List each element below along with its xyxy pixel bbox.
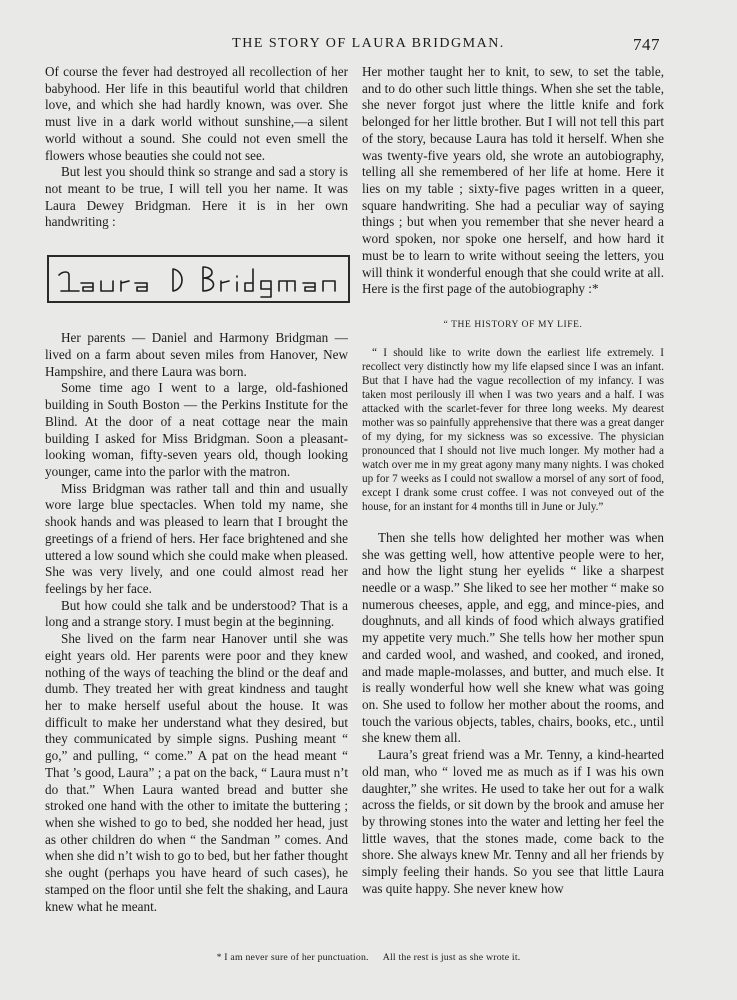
left-paragraph-1: Of course the fever had destroyed all recollection of her babyhood. Her life in this beautiful world that children love, and which she had hardly known, was over. She must live in a dark world without sunshine,—a silent world without a sound. She could not even smell the flowers whose beauties she could not see. — [45, 64, 348, 163]
right-paragraph-3: Laura’s great friend was a Mr. Tenny, a kind-hearted old man, who “ loved me as much as if I was his own daughter,” she writes. He used to take her out for a walk across the fields, or sit down by the brook and amuse her by throwing stones into the water and letting her feel the little waves, that the stones made, come back to the shore. She always knew Mr. Tenny and all her friends by simply feeling their hands. So you see that little Laura was quite happy. She never knew how — [362, 747, 664, 896]
right-paragraph-2: Then she tells how delighted her mother was when she was getting well, how attentive people were to her, and how the light stung her eyelids “ like a sharpest needle or a wasp.” She liked to see her mother “ make so numerous cheeses, apple, and egg, and mince-pies, and doughnuts, and all kinds of food which always gratified my appetite very much.” She tells how her mother spun and carded wool, and washed, and cooked, and ironed, and made maple-molasses, and butter, and much else. It is really wonderful how well she knew what was going on. She used to follow her mother about the rooms, and touch the various objects, tables, chairs, books, etc., until she knew them all. — [362, 529, 664, 746]
footnote-left: * I am never sure of her punctuation. — [216, 952, 369, 963]
signature-box — [47, 255, 350, 303]
quote-paragraph: “ I should like to write down the earliest life extremely. I recollect very distinctly how my life elapsed since I was an infant. But that I have had the vague recollection of my infancy. I was taken most perilously ill when I was two years and a half. I was attacked with the scarlet-fever for three long weeks. My dearest mother was so painfully apprehensive that there was a great danger of my dying, for my sickness was so excessive. The physician pronounced that I should not live much longer. My mother had a watch over me in my great agony many many nights. I was choked up for 7 weeks as I could not swallow a morsel of any sort of food, except I drank some crust coffee. I was not conveyed out of the house, for an instant for 4 months till in June or July.” — [362, 346, 664, 513]
page-number: 747 — [633, 35, 660, 54]
left-column — [45, 64, 348, 915]
right-paragraph-1: Her mother taught her to knit, to sew, to set the table, and to do other such little things. When she set the table, she never forgot just where the little knife and fork belonged for her little brother. But I will not tell this part of the story, because Laura has told it herself. When she was twenty-five years old, she wrote an autobiography, telling all she remembered of her life at home. Here it lies on my table ; sixty-five pages written in a queer, square handwriting. She had a peculiar way of saying things ; but when you remember that she never heard a word spoken, nor spoke one herself, and how hard it must be to learn to write without seeing the letters, you will think it wonderful enough that she could write at all. Here is the first page of the autobiography :* — [362, 64, 664, 297]
left-paragraph-4: Some time ago I went to a large, old-fashioned building in South Boston — the Perkins Institute for the Blind. At the door of a neat cottage near the main building I asked for Miss Bridgman. Soon a pleasant-looking woman, fifty-seven years old, though looking younger, came into the parlor with the matron. — [45, 380, 348, 479]
right-column — [362, 64, 664, 898]
footnote-right: All the rest is just as she wrote it. — [382, 952, 521, 963]
autobiography-quote — [362, 346, 664, 514]
left-paragraph-6: But how could she talk and be understood? That is a long and a strange story. I must begin at the beginning. — [45, 597, 348, 630]
handwritten-signature — [49, 257, 348, 301]
quote-heading: “ THE HISTORY OF MY LIFE. — [443, 320, 583, 331]
left-paragraph-3: Her parents — Daniel and Harmony Bridgman — lived on a farm about seven miles from Hanover, New Hampshire, and there Laura was born. — [45, 330, 348, 379]
running-head: THE STORY OF LAURA BRIDGMAN. — [232, 36, 505, 51]
footnote — [0, 952, 737, 963]
left-paragraph-5: Miss Bridgman was rather tall and thin and usually wore large blue spectacles. When told my name, she shook hands and was pleased to learn that I brought the greetings of a friend of hers. Her face brightened and she uttered a low sound which she could make when pleased. She was very lively, and one could almost read her feelings by her face. — [45, 480, 348, 596]
left-paragraph-7: She lived on the farm near Hanover until she was eight years old. Her parents were poor and they knew nothing of the ways of teaching the blind or the deaf and dumb. They treated her with great kindness and taught her to make herself useful about the house. It was difficult to make her understand what they desired, but they communicated by simple signs. Pushing meant “ go,” and pulling, “ come.” A pat on the head meant “ That ’s good, Laura” ; a pat on the back, “ Laura must n’t do that.” When Laura wanted bread and butter she stroked one hand with the other to imitate the buttering ; when she wished to go to bed, she nodded her head, just as other children do when “ the Sandman ” comes. And when she did n’t wish to go to bed, but her father thought she ought (perhaps you have heard of such cases), he stamped on the floor until she felt the shaking, and Laura knew what he meant. — [45, 631, 348, 914]
left-paragraph-2: But lest you should think so strange and sad a story is not meant to be true, I will tell you her name. It was Laura Dewey Bridgman. Here it is in her own handwriting : — [45, 164, 348, 230]
